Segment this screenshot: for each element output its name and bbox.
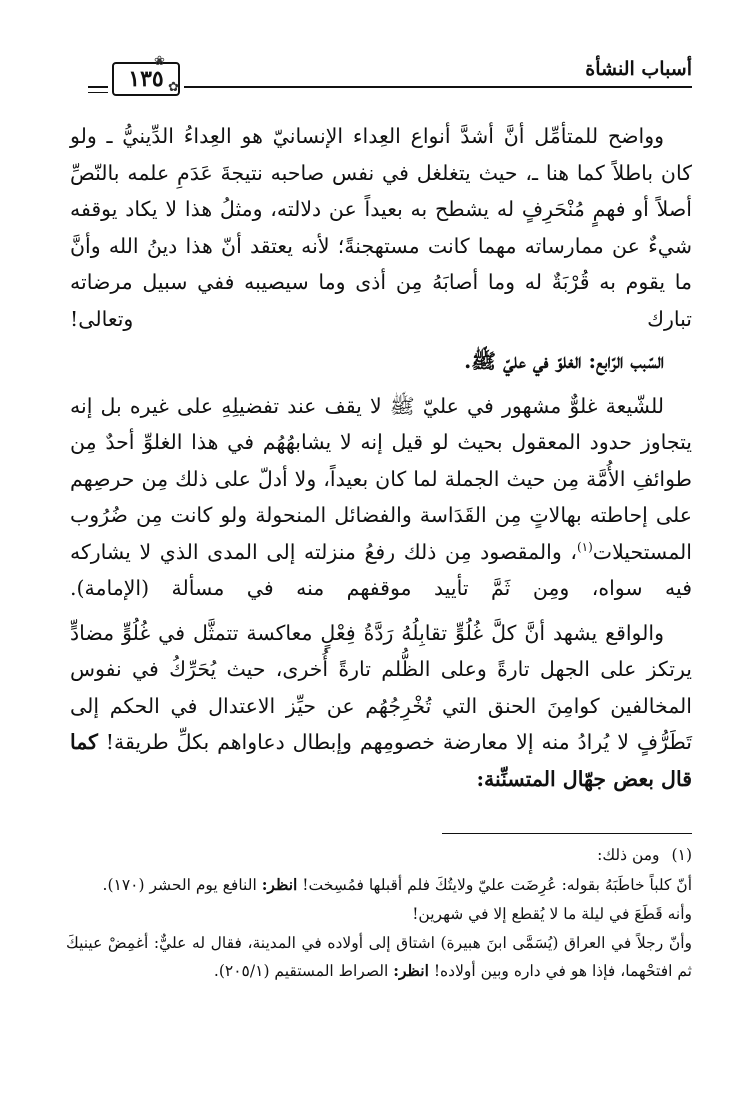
footnote-item-1 (66, 871, 692, 899)
section-heading: السّبب الرّابع: الغلوّ في عليّ ﷺ. (464, 349, 664, 373)
footnote-item-3-ref: الصراط المستقيم (٢٠٥/١). (213, 962, 389, 980)
footnote-number: (١) (671, 846, 692, 864)
paragraph-3 (70, 615, 692, 798)
footnote-item-2: وأنه قَطَعَ في ليلة ما لا يُقطع إلا في شهرين! (412, 905, 692, 923)
footnote-intro (66, 842, 692, 869)
header-rule-left-thin (88, 92, 108, 93)
page-number: ١٣٥ (128, 66, 164, 92)
footnote-rule (442, 833, 692, 834)
paragraph-2-continuation: ، والمقصود مِن ذلك رفعُ منزلته إلى المدى الذي لا يشاركه فيه سواه، ومِن ثَمَّ تأييد موقفهم منه في مسألة (الإمامة). (70, 539, 692, 600)
running-title: أسباب النشأة (585, 58, 692, 80)
paragraph-2 (70, 388, 692, 607)
footnote-item-3-text: وأنّ رجلاً في العراق (يُسَمَّى ابنَ هبيرة) اشتاق إلى أولاده في المدينة، فقال له عليٌّ: أغمِضْ عينيكَ ثم افتحْهما، فإذا هو في داره وبين أولاده! (66, 934, 692, 980)
footnote-item-3-ref-label: انظر: (393, 961, 429, 980)
footnote-item-1-ref-label: انظر: (261, 875, 298, 894)
footnote-item-3 (66, 930, 692, 985)
paragraph-3-bold: كما قال بعض جهّال المتسنِّنة: (70, 730, 692, 791)
paragraph-3-text: والواقع يشهد أنَّ كلَّ غُلُوٍّ تقابِلُهُ رَدَّةُ فِعْلٍ معاكسة تتمثَّل في غُلُوٍّ مضادٍّ يرتكز على الجهل تارةً وعلى الظُّلم تارةً أُخرى، حيث يُحَرِّكُ في نفوس المخالفين كوامِنَ الحنق التي تُخْرِجُهُم عن حيِّز الاعتدال في الحكم إلى تَطَرُّفٍ لا يُرادُ منه إلا معارضة خصومِهم وإبطال دعاواهم بكلِّ طريقة! (70, 620, 692, 754)
footnote-item-1-text: أنّ كلباً خاطَبَهُ بقوله: عُرِضَت عليّ ولايتُكَ فلم أقبلها فمُسِخت! (302, 876, 692, 894)
header-rule (184, 86, 692, 88)
footnote-reference[interactable]: (١) (576, 539, 593, 554)
footnote-intro-text: ومن ذلك: (597, 846, 660, 864)
page-header (88, 56, 692, 98)
paragraph-1: وواضح للمتأمِّل أنَّ أشدَّ أنواع العِداء الإنسانيّ هو العِداءُ الدِّينيُّ ـ ولو كان باطلاً كما هنا ـ، حيث يتغلغل في نفس صاحبه نتيجةَ عَدَمِ علمه بالنّصِّ أصلاً أو فهمٍ مُنْحَرِفٍ له يشطح به بعيداً عن دلالته، ومثلُ هذا لا يكاد يوقفه شيءٌ عن ممارساته مهما كانت مستهجنةً؛ لأنه يعتقد أنّ هذا دينُ الله وأنَّ ما يقوم به قُرْبَةٌ له وما أصابَهُ مِن أذى وما سيصيبه ففي سبيل مرضاته تبارك وتعالى! (70, 124, 692, 331)
footnotes (66, 842, 692, 987)
main-text (70, 118, 692, 797)
ornament-icon: ❀ (154, 54, 165, 69)
paragraph-2-text: للشّيعة غلوٌّ مشهور في عليّ ﷺ لا يقف عند تفضيلِهِ على غيره بل إنه يتجاوز حدود المعقول بحيث لو قيل إنه لا يشابهُهُم في هذا الغلوِّ أحدٌ مِن طوائفِ الأُمَّة مِن حيث الجملة لما كان بعيداً، ولا أدلّ على ذلك مِن حرصِهم على إحاطته بهالاتٍ مِن القَدَاسة والفضائل المنحولة ولو كانت مِن ضُرُوب المستحيلات (70, 393, 692, 564)
ornament-icon: ✿ (168, 80, 179, 95)
footnote-item-1-ref: النافع يوم الحشر (١٧٠). (102, 876, 257, 894)
header-rule-left (88, 86, 108, 88)
